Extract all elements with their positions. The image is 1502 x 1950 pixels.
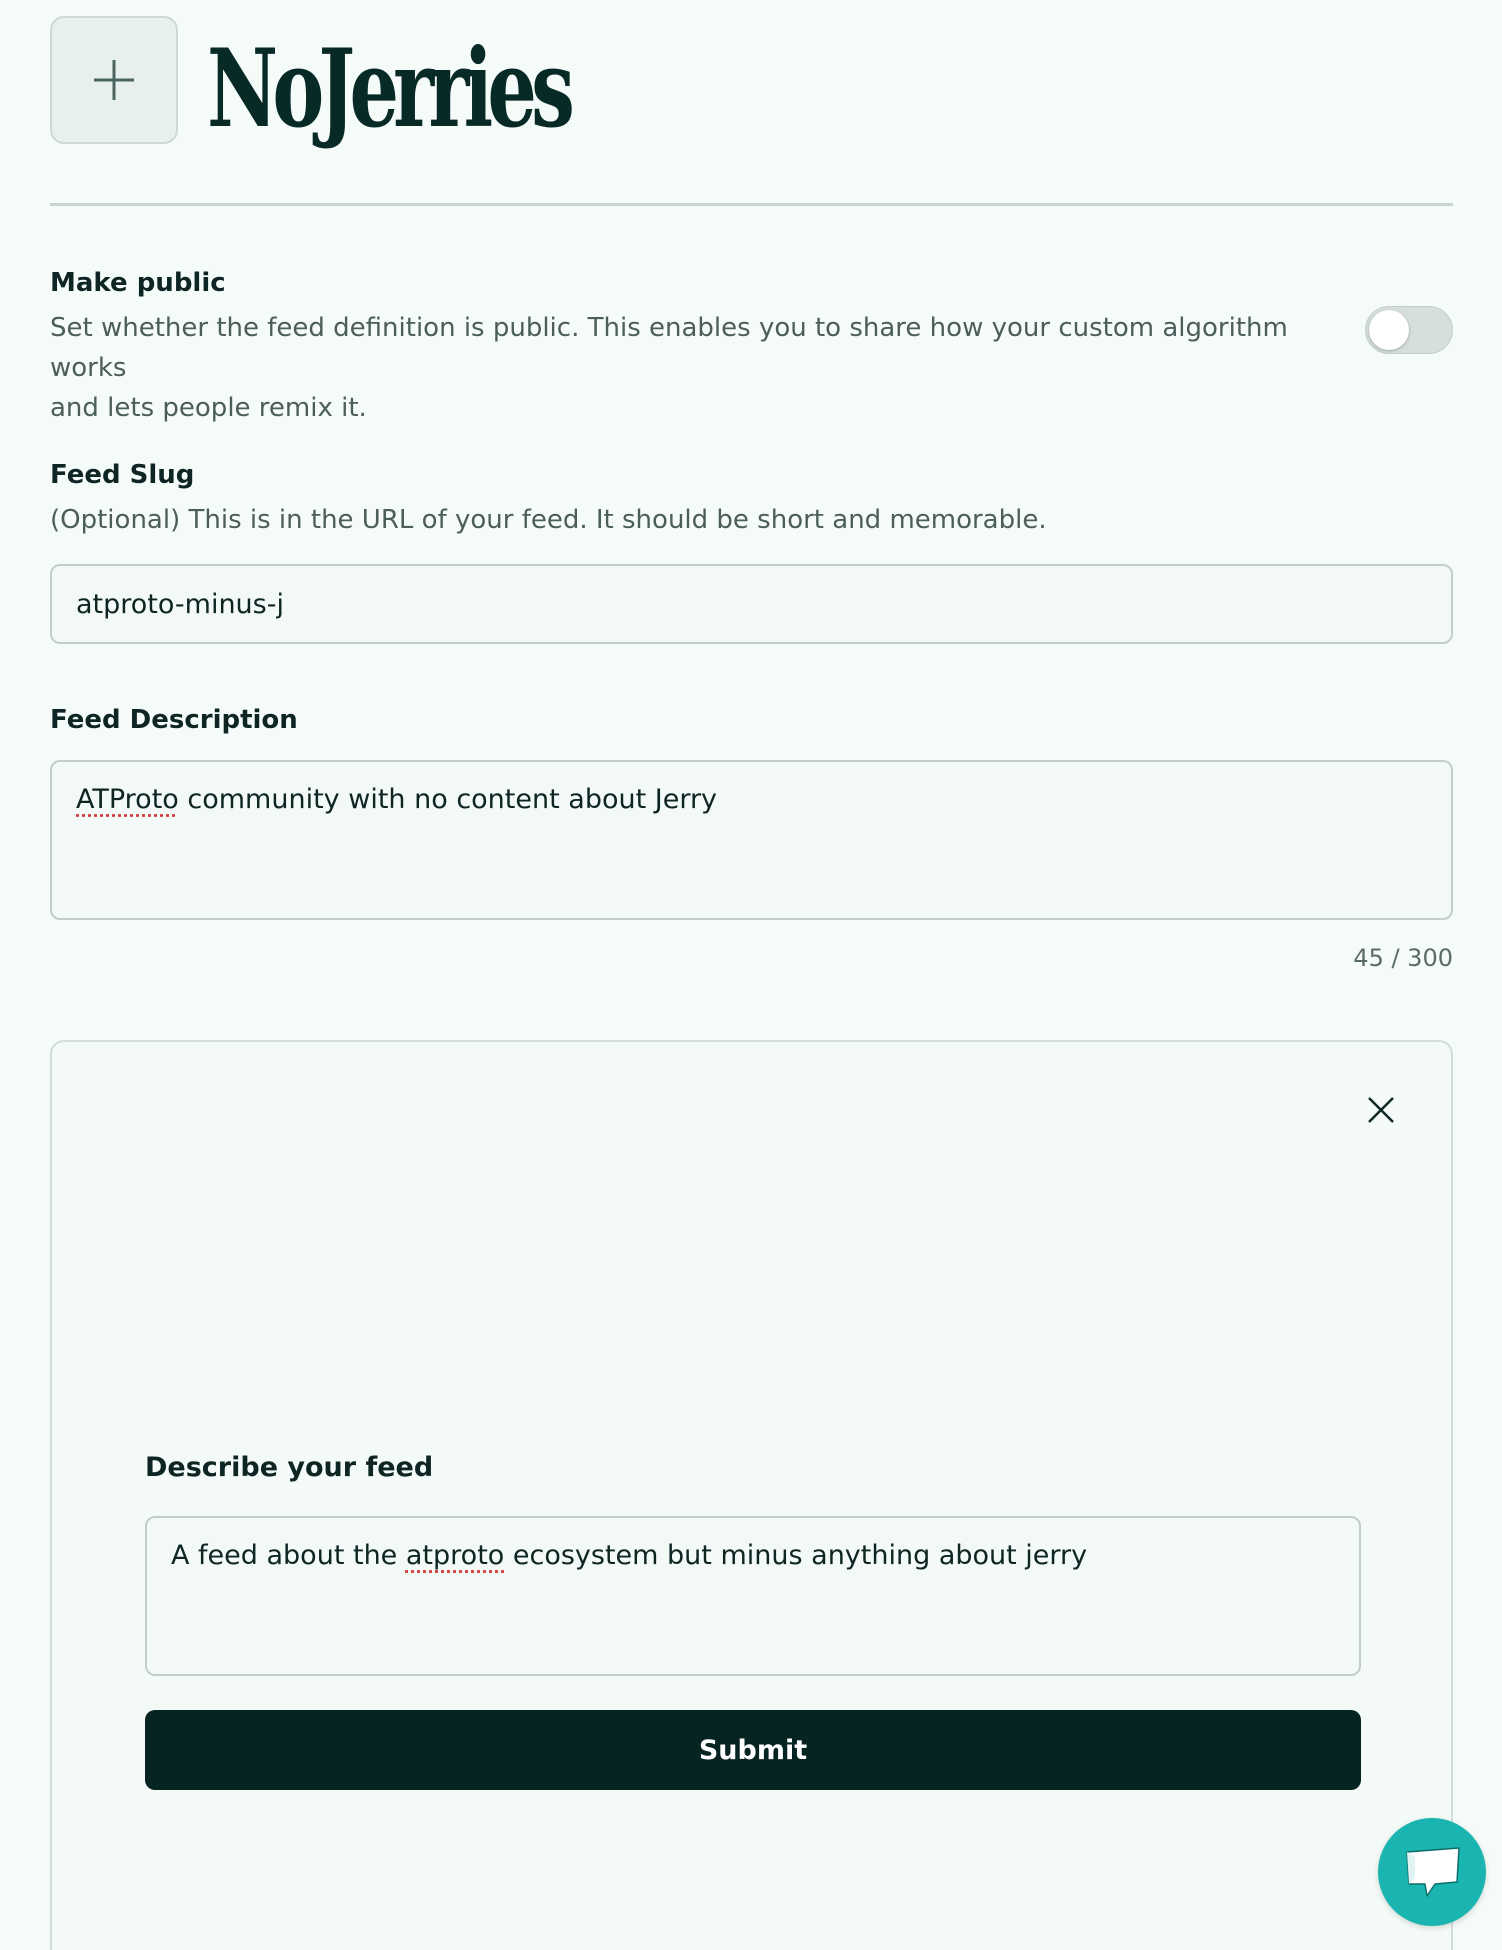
submit-button[interactable]: Submit [145,1710,1361,1790]
make-public-toggle[interactable] [1365,306,1453,354]
close-icon [1366,1095,1396,1125]
plus-icon [88,54,140,106]
close-panel-button[interactable] [1361,1090,1401,1130]
feed-description-textarea[interactable] [50,760,1453,920]
prompt-text-rest: ecosystem but minus anything about jerry [504,1540,1088,1571]
description-text: community with no content about Jerry [178,784,718,815]
prompt-text-prefix: A feed about the [171,1540,406,1571]
char-counter: 45 / 300 [1353,944,1453,972]
make-public-help-line1: Set whether the feed definition is public. This enables you to share how your custom algorithm works [50,313,1288,383]
make-public-label: Make public [50,268,226,298]
describe-feed-label: Describe your feed [145,1452,434,1483]
feed-slug-input[interactable] [50,564,1453,644]
make-public-help [50,308,1340,428]
feed-description-label: Feed Description [50,705,298,735]
make-public-help-line2: and lets people remix it. [50,393,367,423]
add-image-button[interactable] [50,16,178,144]
chat-button[interactable] [1378,1818,1486,1926]
feed-slug-help: (Optional) This is in the URL of your feed. It should be short and memorable. [50,505,1047,535]
feed-title: NoJerries [207,26,570,152]
feed-slug-label: Feed Slug [50,460,195,490]
prompt-spellcheck-word: atproto [405,1540,505,1571]
feed-header [50,16,1453,206]
chat-icon [1401,1844,1463,1900]
describe-feed-textarea[interactable] [145,1516,1361,1676]
ai-describe-panel [50,1040,1453,1950]
description-spellcheck-word: ATProto [76,784,179,815]
toggle-knob [1369,310,1409,350]
